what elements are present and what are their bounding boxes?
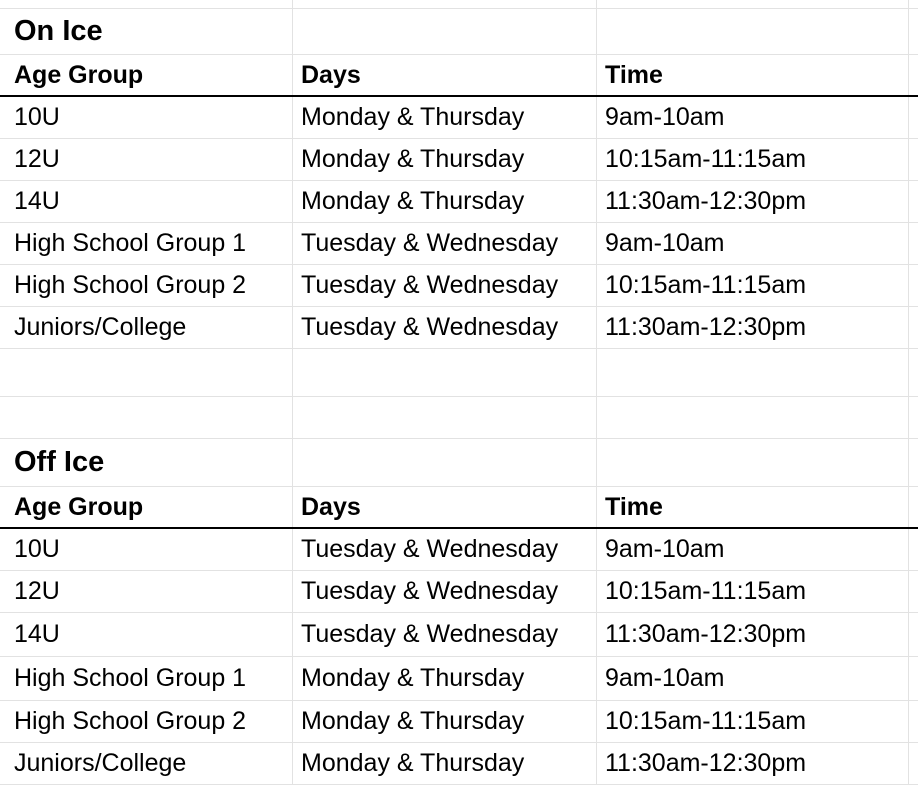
- column-header-age-group[interactable]: Age Group: [0, 487, 293, 527]
- time-cell[interactable]: 11:30am-12:30pm: [597, 613, 909, 656]
- time-cell[interactable]: 11:30am-12:30pm: [597, 743, 909, 784]
- table-row: [0, 743, 918, 785]
- table-row: [0, 223, 918, 265]
- column-header-age-group[interactable]: Age Group: [0, 55, 293, 95]
- column-header-time[interactable]: Time: [597, 55, 909, 95]
- table-row: [0, 657, 918, 701]
- days-cell[interactable]: Monday & Thursday: [293, 139, 597, 180]
- empty-cell[interactable]: [0, 0, 293, 8]
- table-row: [0, 139, 918, 181]
- age-group-cell[interactable]: High School Group 1: [0, 223, 293, 264]
- age-group-cell[interactable]: 14U: [0, 613, 293, 656]
- empty-cell[interactable]: [909, 97, 918, 138]
- empty-cell[interactable]: [597, 349, 909, 396]
- section-title[interactable]: Off Ice: [0, 439, 293, 486]
- empty-cell[interactable]: [909, 307, 918, 348]
- days-cell[interactable]: Tuesday & Wednesday: [293, 613, 597, 656]
- empty-cell[interactable]: [597, 439, 909, 486]
- section-title-row: [0, 439, 918, 487]
- days-cell[interactable]: Tuesday & Wednesday: [293, 571, 597, 612]
- empty-cell[interactable]: [293, 0, 597, 8]
- table-row: [0, 529, 918, 571]
- time-cell[interactable]: 11:30am-12:30pm: [597, 307, 909, 348]
- table-row: [0, 181, 918, 223]
- empty-cell[interactable]: [293, 439, 597, 486]
- empty-cell[interactable]: [909, 265, 918, 306]
- table-row: [0, 307, 918, 349]
- age-group-cell[interactable]: 12U: [0, 139, 293, 180]
- column-header-time[interactable]: Time: [597, 487, 909, 527]
- empty-cell[interactable]: [909, 701, 918, 742]
- days-cell[interactable]: Monday & Thursday: [293, 657, 597, 700]
- time-cell[interactable]: 10:15am-11:15am: [597, 139, 909, 180]
- empty-cell[interactable]: [909, 223, 918, 264]
- empty-cell[interactable]: [293, 9, 597, 54]
- time-cell[interactable]: 9am-10am: [597, 529, 909, 570]
- empty-row: [0, 349, 918, 397]
- time-cell[interactable]: 10:15am-11:15am: [597, 265, 909, 306]
- age-group-cell[interactable]: High School Group 2: [0, 265, 293, 306]
- empty-cell[interactable]: [909, 349, 918, 396]
- age-group-cell[interactable]: High School Group 2: [0, 701, 293, 742]
- spreadsheet-row: [0, 0, 918, 9]
- table-row: [0, 701, 918, 743]
- empty-cell[interactable]: [909, 613, 918, 656]
- empty-cell[interactable]: [293, 349, 597, 396]
- time-cell[interactable]: 9am-10am: [597, 657, 909, 700]
- empty-cell[interactable]: [597, 0, 909, 8]
- table-row: [0, 613, 918, 657]
- empty-cell[interactable]: [909, 55, 918, 95]
- section-title[interactable]: On Ice: [0, 9, 293, 54]
- days-cell[interactable]: Monday & Thursday: [293, 701, 597, 742]
- empty-cell[interactable]: [909, 571, 918, 612]
- empty-row: [0, 397, 918, 439]
- empty-cell[interactable]: [909, 181, 918, 222]
- column-header-days[interactable]: Days: [293, 55, 597, 95]
- table-row: [0, 97, 918, 139]
- table-row: [0, 265, 918, 307]
- age-group-cell[interactable]: 12U: [0, 571, 293, 612]
- table-row: [0, 571, 918, 613]
- empty-cell[interactable]: [909, 139, 918, 180]
- days-cell[interactable]: Tuesday & Wednesday: [293, 265, 597, 306]
- days-cell[interactable]: Tuesday & Wednesday: [293, 529, 597, 570]
- empty-cell[interactable]: [0, 397, 293, 438]
- table-header-row: [0, 487, 918, 529]
- time-cell[interactable]: 9am-10am: [597, 223, 909, 264]
- empty-cell[interactable]: [909, 439, 918, 486]
- empty-cell[interactable]: [0, 349, 293, 396]
- age-group-cell[interactable]: Juniors/College: [0, 743, 293, 784]
- age-group-cell[interactable]: Juniors/College: [0, 307, 293, 348]
- days-cell[interactable]: Monday & Thursday: [293, 743, 597, 784]
- days-cell[interactable]: Monday & Thursday: [293, 97, 597, 138]
- time-cell[interactable]: 9am-10am: [597, 97, 909, 138]
- days-cell[interactable]: Monday & Thursday: [293, 181, 597, 222]
- empty-cell[interactable]: [597, 397, 909, 438]
- time-cell[interactable]: 10:15am-11:15am: [597, 571, 909, 612]
- section-title-row: [0, 9, 918, 55]
- empty-cell[interactable]: [293, 397, 597, 438]
- age-group-cell[interactable]: 14U: [0, 181, 293, 222]
- table-header-row: [0, 55, 918, 97]
- time-cell[interactable]: 11:30am-12:30pm: [597, 181, 909, 222]
- age-group-cell[interactable]: High School Group 1: [0, 657, 293, 700]
- empty-cell[interactable]: [909, 529, 918, 570]
- empty-cell[interactable]: [909, 397, 918, 438]
- age-group-cell[interactable]: 10U: [0, 529, 293, 570]
- empty-cell[interactable]: [909, 487, 918, 527]
- age-group-cell[interactable]: 10U: [0, 97, 293, 138]
- days-cell[interactable]: Tuesday & Wednesday: [293, 223, 597, 264]
- days-cell[interactable]: Tuesday & Wednesday: [293, 307, 597, 348]
- empty-cell[interactable]: [909, 0, 918, 8]
- empty-cell[interactable]: [909, 9, 918, 54]
- empty-cell[interactable]: [597, 9, 909, 54]
- time-cell[interactable]: 10:15am-11:15am: [597, 701, 909, 742]
- column-header-days[interactable]: Days: [293, 487, 597, 527]
- empty-cell[interactable]: [909, 657, 918, 700]
- empty-cell[interactable]: [909, 743, 918, 784]
